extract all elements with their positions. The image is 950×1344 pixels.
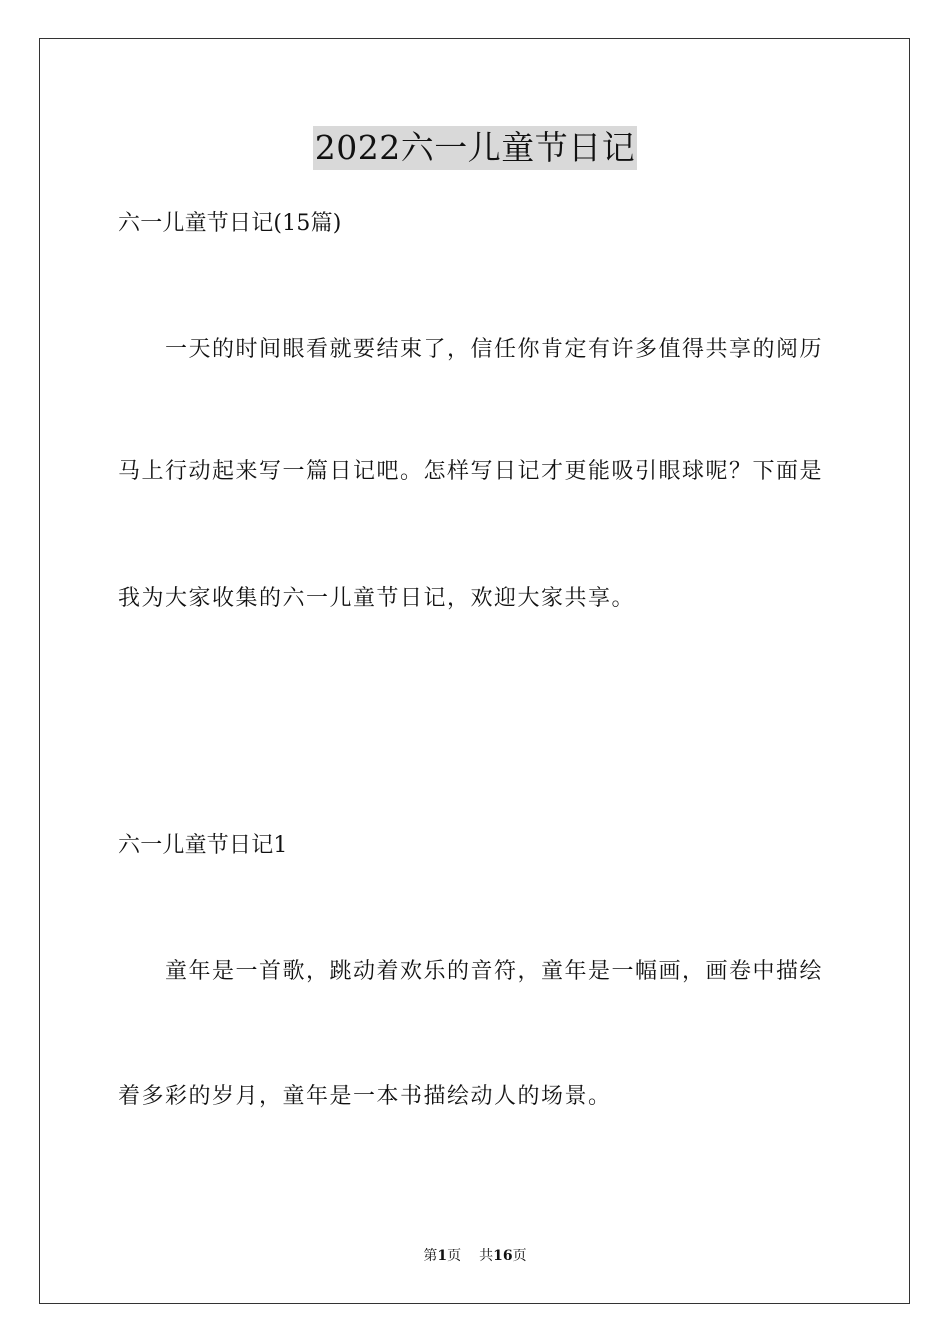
section-heading: 六一儿童节日记1 [118,833,288,858]
page-footer [0,1246,950,1266]
title-container [0,126,950,170]
intro-paragraph-line-2: 马上行动起来写一篇日记吧。怎样写日记才更能吸引眼球呢？下面是 [118,459,824,484]
footer-page-prefix: 第 [423,1248,438,1264]
section-paragraph-line-1: 童年是一首歌，跳动着欢乐的音符，童年是一幅画，画卷中描绘 [165,959,824,984]
intro-paragraph-line-3: 我为大家收集的六一儿童节日记，欢迎大家共享。 [118,586,636,611]
document-subtitle: 六一儿童节日记(15篇) [118,211,342,236]
intro-paragraph-line-1: 一天的时间眼看就要结束了，信任你肯定有许多值得共享的阅历 [165,337,824,362]
footer-total-pages: 16 [493,1248,513,1264]
footer-total-suffix: 页 [512,1248,527,1264]
footer-page-number: 1 [437,1248,448,1264]
document-title: 2022六一儿童节日记 [313,126,637,170]
section-paragraph-line-2: 着多彩的岁月，童年是一本书描绘动人的场景。 [118,1084,612,1109]
footer-total-prefix: 共 [479,1248,494,1264]
footer-page-suffix: 页 [447,1248,462,1264]
